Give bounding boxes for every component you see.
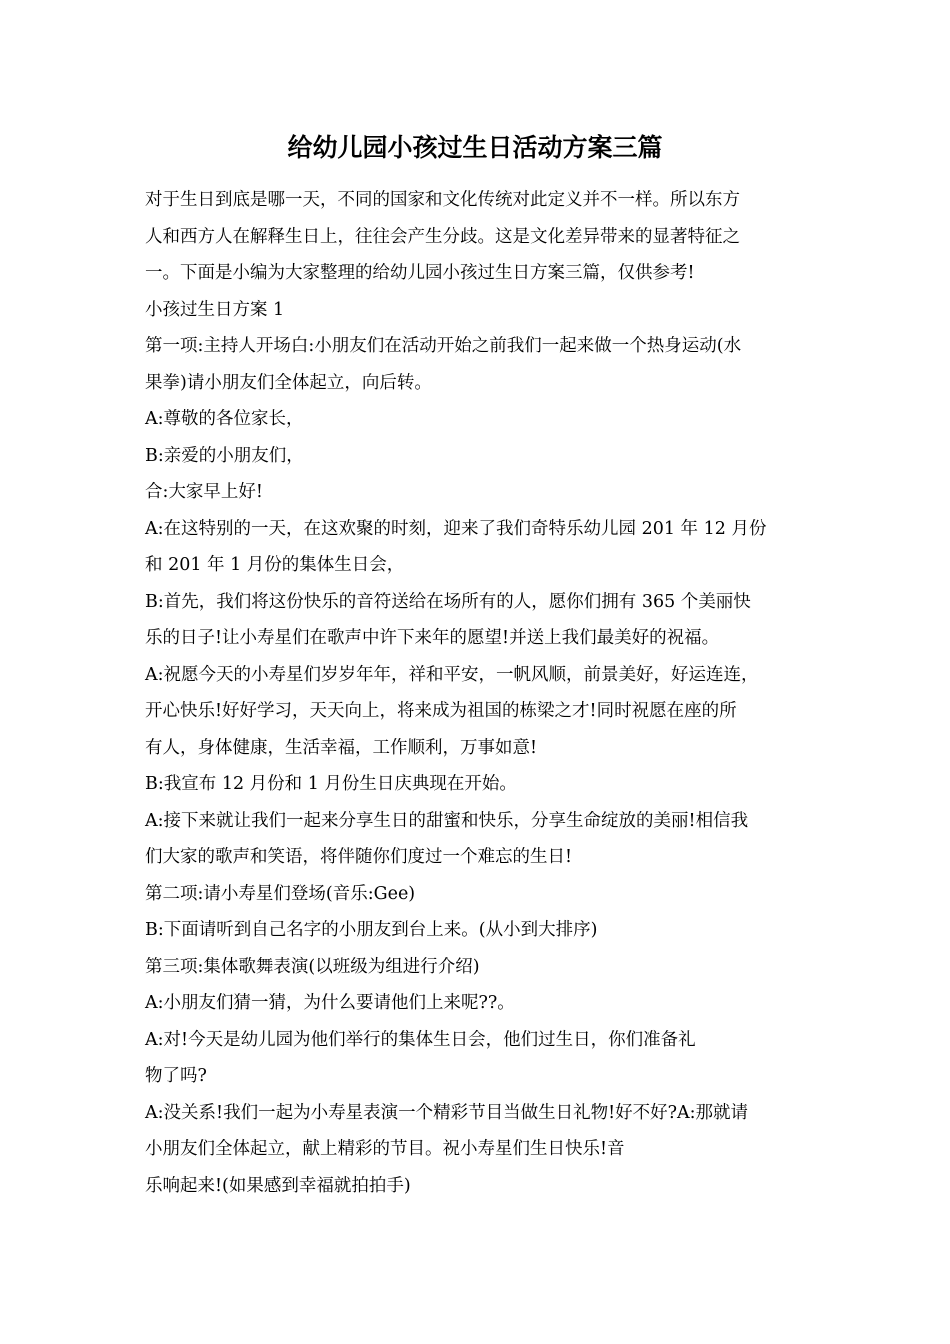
paragraph bbox=[145, 876, 810, 913]
paragraph bbox=[145, 766, 810, 803]
paragraph bbox=[145, 949, 810, 986]
text-line: A:接下来就让我们一起来分享生日的甜蜜和快乐，分享生命绽放的美丽!相信我 bbox=[145, 810, 749, 831]
text-line: 合:大家早上好! bbox=[145, 482, 263, 502]
text-line: A:对!今天是幼儿园为他们举行的集体生日会，他们过生日，你们准备礼 bbox=[145, 1029, 696, 1050]
paragraph bbox=[145, 912, 810, 949]
text-line: B:我宣布 12 月份和 1 月份生日庆典现在开始。 bbox=[145, 774, 517, 794]
paragraph bbox=[145, 438, 810, 475]
text-line: A:祝愿今天的小寿星们岁岁年年，祥和平安，一帆风顺，前景美好，好运连连， bbox=[145, 664, 759, 685]
text-line: 开心快乐!好好学习，天天向上，将来成为祖国的栋梁之才!同时祝愿在座的所 bbox=[145, 701, 737, 721]
text-line: 对于生日到底是哪一天，不同的国家和文化传统对此定义并不一样。所以东方 bbox=[145, 190, 740, 210]
paragraph bbox=[145, 1022, 810, 1095]
paragraph bbox=[145, 511, 810, 584]
paragraph bbox=[145, 985, 810, 1022]
paragraph bbox=[145, 803, 810, 876]
text-line: A:尊敬的各位家长， bbox=[145, 409, 304, 429]
text-line: B:下面请听到自己名字的小朋友到台上来。(从小到大排序) bbox=[145, 920, 598, 940]
text-line: 第三项:集体歌舞表演(以班级为组进行介绍) bbox=[145, 956, 480, 977]
text-line: 果拳)请小朋友们全体起立，向后转。 bbox=[145, 372, 432, 393]
paragraph bbox=[145, 328, 810, 401]
text-line: 们大家的歌声和笑语，将伴随你们度过一个难忘的生日! bbox=[145, 847, 573, 867]
text-line: 和 201 年 1 月份的集体生日会， bbox=[145, 555, 405, 575]
text-line: A:没关系!我们一起为小寿星表演一个精彩节目当做生日礼物!好不好?A:那就请 bbox=[145, 1102, 749, 1123]
text-line: B:亲爱的小朋友们， bbox=[145, 445, 304, 466]
paragraph bbox=[145, 292, 810, 329]
paragraph bbox=[145, 474, 810, 511]
text-line: 有人，身体健康，生活幸福，工作顺利，万事如意! bbox=[145, 737, 538, 758]
paragraph bbox=[145, 657, 810, 767]
document-body bbox=[145, 182, 810, 1204]
text-line: 第一项:主持人开场白:小朋友们在活动开始之前我们一起来做一个热身运动(水 bbox=[145, 336, 742, 356]
text-line: B:首先，我们将这份快乐的音符送给在场所有的人，愿你们拥有 365 个美丽快 bbox=[145, 591, 751, 612]
text-line: 小朋友们全体起立，献上精彩的节目。祝小寿星们生日快乐!音 bbox=[145, 1139, 625, 1159]
text-line: 物了吗? bbox=[145, 1066, 207, 1086]
text-line: 乐的日子!让小寿星们在歌声中许下来年的愿望!并送上我们最美好的祝福。 bbox=[145, 628, 720, 648]
paragraph bbox=[145, 182, 810, 292]
paragraph bbox=[145, 584, 810, 657]
text-line: 一。下面是小编为大家整理的给幼儿园小孩过生日方案三篇，仅供参考! bbox=[145, 263, 695, 283]
text-line: 第二项:请小寿星们登场(音乐:Gee) bbox=[145, 883, 416, 904]
paragraph bbox=[145, 401, 810, 438]
text-line: A:小朋友们猜一猜，为什么要请他们上来呢??。 bbox=[145, 993, 515, 1013]
text-line: A:在这特别的一天，在这欢聚的时刻，迎来了我们奇特乐幼儿园 201 年 12 月份 bbox=[145, 518, 767, 539]
text-line: 人和西方人在解释生日上，往往会产生分歧。这是文化差异带来的显著特征之 bbox=[145, 226, 740, 247]
text-line: 乐响起来!(如果感到幸福就拍拍手) bbox=[145, 1175, 411, 1196]
paragraph bbox=[145, 1095, 810, 1205]
text-line: 小孩过生日方案 1 bbox=[145, 299, 285, 320]
document-title: 给幼儿园小孩过生日活动方案三篇 bbox=[287, 133, 663, 162]
